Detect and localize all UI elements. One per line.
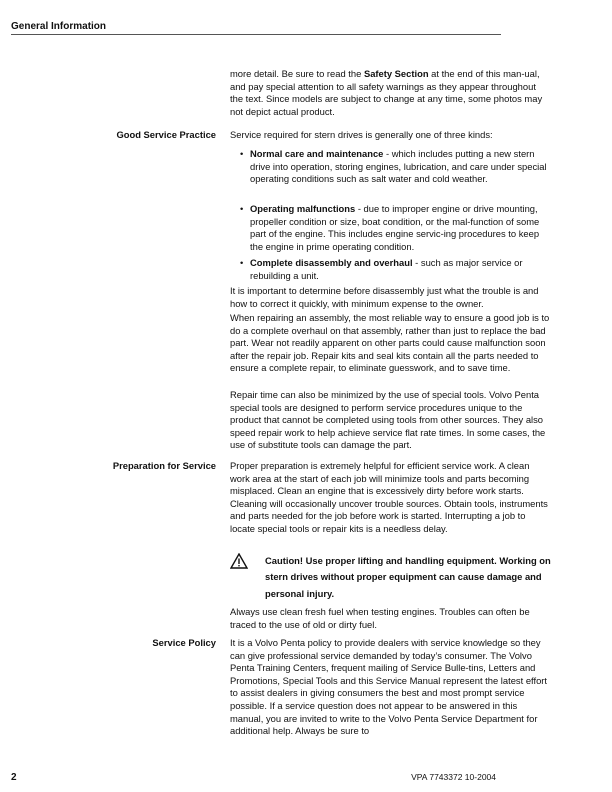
good-service-paragraph: When repairing an assembly, the most reliable way to ensure a good job is to do a complete overhaul on that assembly, rather than just to replace the bad part. Wear not readily apparent on other parts could cause malfunction soon after the repair job. Repair kits and seal kits contain all the parts needed to ensure a complete repair, to eliminate guesswork, and to save time.: [230, 312, 550, 374]
section-heading-preparation: Preparation for Service: [112, 460, 216, 471]
bullet-text: - such as major service or rebuilding a unit.: [250, 257, 523, 281]
warning-triangle-icon: [230, 553, 248, 569]
section-heading-service-policy: Service Policy: [152, 637, 216, 648]
bullet-item: [240, 148, 550, 186]
bullet-title: Operating malfunctions: [250, 203, 356, 214]
good-service-lead: Service required for stern drives is generally one of three kinds:: [230, 129, 493, 140]
bullet-dot: •: [240, 203, 244, 214]
bullet-text: - which includes putting a new stern drive into operation, storing engines, lubrication, and care under special operating conditions such as salt water and cold weather.: [250, 148, 547, 185]
caution-text: Caution! Use proper lifting and handling equipment. Working on stern drives without proper equipment can cause damage and personal injury.: [265, 555, 551, 599]
bullet-dot: •: [240, 257, 244, 268]
good-service-paragraph: It is important to determine before disassembly just what the trouble is and how to correct it quickly, with minimum expense to the owner.: [230, 285, 539, 309]
section-heading-good-service: Good Service Practice: [116, 129, 216, 140]
intro-text-rest: at the end of this man-ual, and pay special attention to all safety warnings as they appear throughout the text. Since models are subject to change at any time, some photos may not depict actual product.: [230, 68, 543, 117]
bullet-title: Normal care and maintenance: [250, 148, 384, 159]
header-rule: [11, 34, 501, 35]
bullet-item: [240, 203, 550, 253]
document-id: VPA 7743372 10-2004: [411, 772, 496, 782]
intro-text: more detail. Be sure to read the: [230, 68, 364, 79]
bullet-dot: •: [240, 148, 244, 159]
bullet-text: - due to improper engine or drive mounting, propeller condition or size, boat condition, or the mal-function of some part of the engine. This includes engine servic-ing procedures to keep the engine in prime operating condition.: [250, 203, 540, 252]
running-header: General Information: [11, 21, 107, 32]
intro-paragraph: [230, 68, 550, 118]
bullet-item: [240, 257, 550, 282]
service-policy-paragraph: It is a Volvo Penta policy to provide dealers with service knowledge so they can give professional service demanded by today’s consumer. The Volvo Penta Training Centers, frequent mailing of Service Bulle-tins, Letters and Promotions, Special Tools and this Service Manual represent the latest effort to assist dealers in giving consumers the best and most prompt service possible. If a service question does not appear to be answered in this manual, you are invited to write to the Volvo Penta Service Department for additional help. Always be sure to: [230, 637, 548, 737]
fuel-paragraph: Always use clean fresh fuel when testing engines. Troubles can often be traced to the use of old or dirty fuel.: [230, 606, 530, 630]
good-service-paragraph: Repair time can also be minimized by the use of special tools. Volvo Penta special tools are designed to perform service procedures unique to the product that cannot be completed using tools from other sources. They also speed repair work to help achieve service flat rate times. In some cases, the use of substitute tools can damage the part.: [230, 389, 546, 451]
preparation-paragraph: Proper preparation is extremely helpful for efficient service work. A clean work area at the start of each job will minimize tools and parts becoming misplaced. Clean an engine that is excessively dirty before work starts. Cleaning will occasionally uncover trouble sources. Obtain tools, instruments and parts needed for the job before work is started. Interrupting a job to locate special tools or repair kits is a needless delay.: [230, 460, 548, 534]
page-number: 2: [11, 772, 17, 783]
safety-section-ref: Safety Section: [363, 68, 429, 79]
bullet-title: Complete disassembly and overhaul: [250, 257, 413, 268]
